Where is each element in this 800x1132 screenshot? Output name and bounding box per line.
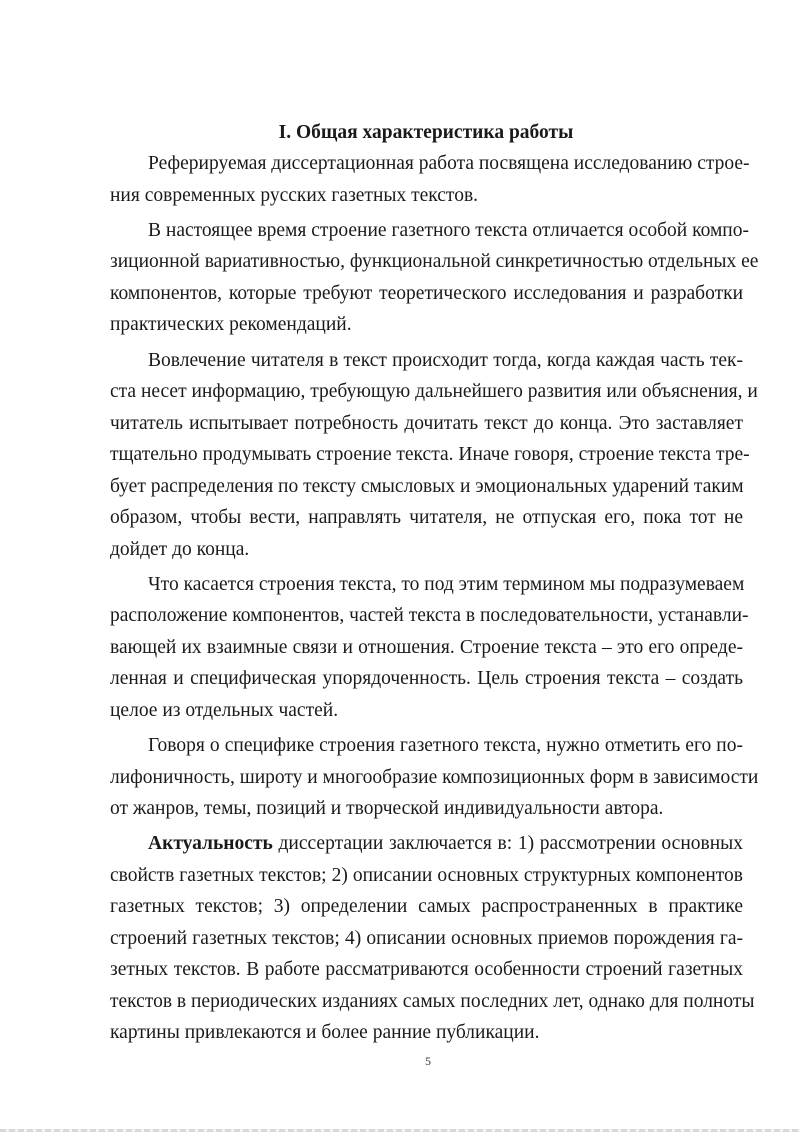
- text-line: от жанров, темы, позиций и творческой индивидуальности автора.: [110, 798, 664, 820]
- text-line: ленная и специфическая упорядоченность. Цель строения текста – создать: [110, 668, 743, 690]
- text-line: свойств газетных текстов; 2) описании основных структурных компонентов: [110, 864, 743, 886]
- paragraph: [110, 345, 758, 566]
- text-line: лифоничность, широту и многообразие композиционных форм в зависимости: [110, 766, 759, 788]
- section-heading: I. Общая характеристика работы: [278, 122, 574, 143]
- text-line: расположение компонентов, частей текста в последовательности, устанавли-: [110, 605, 749, 627]
- text-line: газетных текстов; 3) определении самых распространенных в практике: [110, 896, 743, 918]
- text-line: бует распределения по тексту смысловых и эмоциональных ударений таким: [110, 475, 744, 497]
- page-number: 5: [425, 1054, 431, 1068]
- paragraph: [110, 569, 749, 727]
- text-line: Актуальность диссертации заключается в: 1) рассмотрении основных: [148, 833, 743, 855]
- document-body: [110, 148, 759, 1049]
- text-line: картины привлекаются и более ранние публикации.: [110, 1022, 540, 1044]
- text-line: целое из отдельных частей.: [110, 699, 339, 721]
- paragraph: [110, 148, 750, 211]
- text-line: текстов в периодических изданиях самых последних лет, однако для полноты: [110, 990, 755, 1012]
- text-line: практических рекомендаций.: [110, 314, 352, 336]
- text-line: строений газетных текстов; 4) описании основных приемов порождения га-: [110, 927, 743, 949]
- text-line: тщательно продумывать строение текста. Иначе говоря, строение текста тре-: [110, 444, 750, 466]
- paragraph: [110, 215, 759, 341]
- text-line: Вовлечение читателя в текст происходит тогда, когда каждая часть тек-: [148, 349, 743, 371]
- text-line: Что касается строения текста, то под этим термином мы подразумеваем: [148, 573, 745, 595]
- keyword: Актуальность: [148, 833, 273, 855]
- text-line: ния современных русских газетных текстов.: [110, 184, 479, 206]
- text-line: Говоря о специфике строения газетного текста, нужно отметить его по-: [148, 735, 743, 757]
- text-line: В настоящее время строение газетного текста отличается особой компо-: [148, 219, 749, 241]
- text-line: ста несет информацию, требующую дальнейшего развития или объяснения, и: [110, 381, 758, 403]
- paragraph: [110, 730, 759, 825]
- text-line: образом, чтобы вести, направлять читателя, не отпуская его, пока тот не: [110, 507, 743, 529]
- text-line: зетных текстов. В работе рассматриваются особенности строений газетных: [110, 959, 743, 981]
- text-line: Реферируемая диссертационная работа посвящена исследованию строе-: [148, 153, 750, 174]
- text-line: вающей их взаимные связи и отношения. Строение текста – это его опреде-: [110, 636, 743, 658]
- text-line: компонентов, которые требуют теоретического исследования и разработки: [110, 282, 743, 304]
- text-line: дойдет до конца.: [110, 538, 250, 560]
- text-line: зиционной вариативностью, функциональной синкретичностью отдельных ее: [110, 251, 759, 273]
- text-line: читатель испытывает потребность дочитать текст до конца. Это заставляет: [110, 412, 743, 434]
- paragraph: [110, 828, 755, 1049]
